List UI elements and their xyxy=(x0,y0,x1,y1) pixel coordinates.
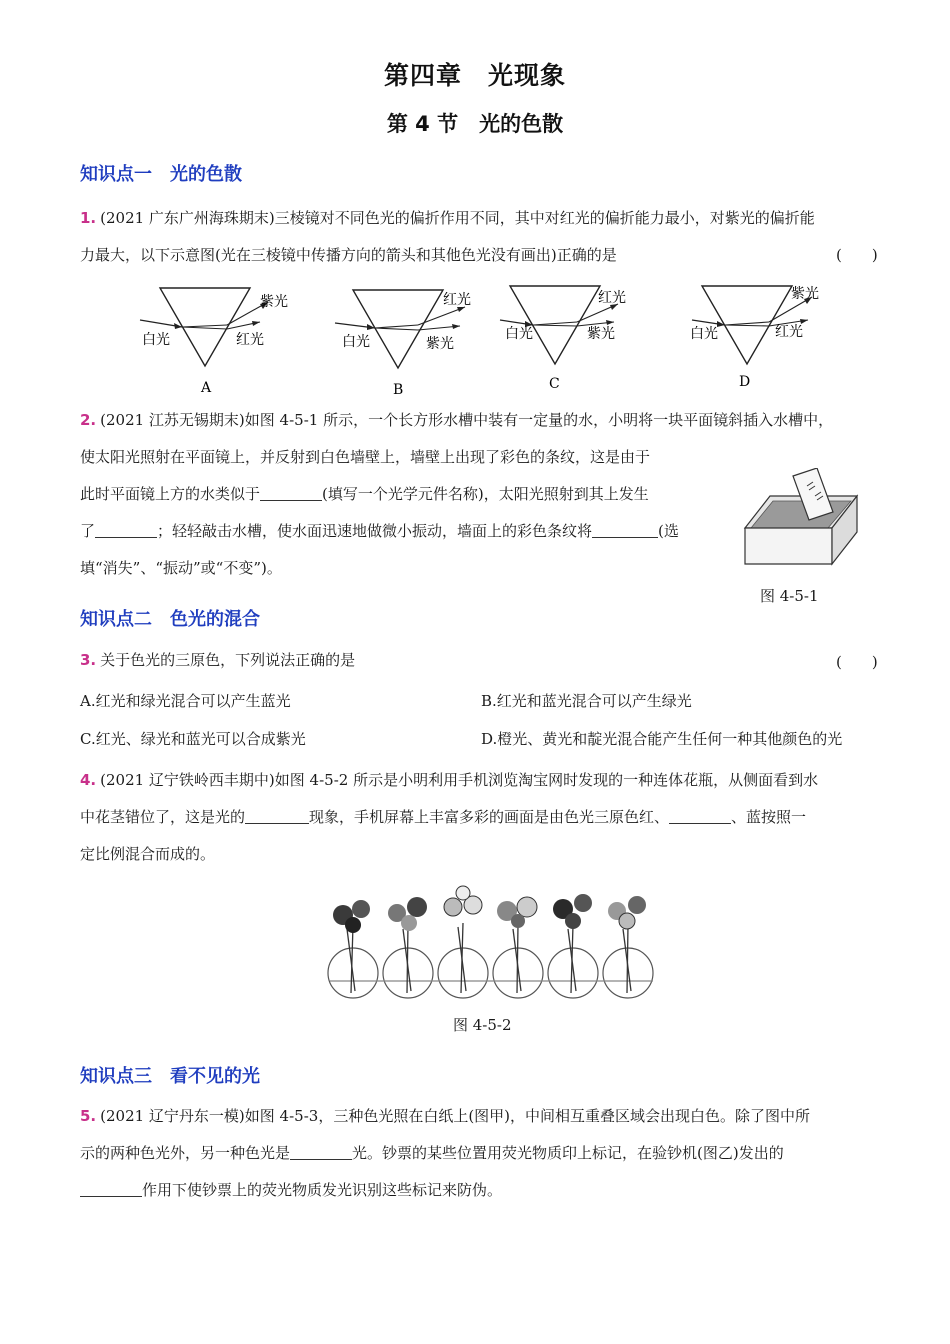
question-3-option-a[interactable]: A.红光和绿光混合可以产生蓝光 xyxy=(80,692,291,710)
figure-a-top-label: 紫光 xyxy=(260,294,288,310)
figure-c-top-label: 红光 xyxy=(598,290,626,306)
figure-4-5-1-label: 图 4-5-1 xyxy=(760,587,819,605)
knowledge-point-2-title: 知识点二 色光的混合 xyxy=(80,609,260,630)
question-5-text-2a: 示的两种色光外，另一种色光是 xyxy=(80,1144,291,1162)
question-5-line-3 xyxy=(80,1172,890,1209)
question-4-text-3: 定比例混合而成的。 xyxy=(80,845,216,863)
question-4-text-2b: 现象，手机屏幕上丰富多彩的画面是由色光三原色红、 xyxy=(309,808,670,826)
question-5-line-2 xyxy=(80,1135,890,1172)
question-2-text-2: 使太阳光照射在平面镜上，并反射到白色墙壁上，墙壁上出现了彩色的条纹，这是由于 xyxy=(80,448,651,466)
question-4-line-1 xyxy=(80,762,890,799)
question-2-text-1: (2021 江苏无锡期末)如图 4-5-1 所示，一个长方形水槽中装有一定量的水，小明将一块平面镜斜插入水槽中， xyxy=(100,411,834,429)
question-4-line-3 xyxy=(80,836,890,873)
question-4-text-1: (2021 辽宁铁岭西丰期中)如图 4-5-2 所示是小明利用手机浏览淘宝网时发现的一种连体花瓶，从侧面看到水 xyxy=(100,771,819,789)
question-5-line-1 xyxy=(80,1098,890,1135)
figure-c-bottom-label: 紫光 xyxy=(587,326,615,342)
question-5-number: 5. xyxy=(80,1107,97,1125)
flower-heads xyxy=(333,886,646,933)
vase-bulbs xyxy=(328,948,653,998)
question-4-line-2 xyxy=(80,799,890,836)
question-2-text-4b: ；轻轻敲击水槽，使水面迅速地做微小振动，墙面上的彩色条纹将 xyxy=(157,522,593,540)
question-5-text-3b: 作用下使钞票上的荧光物质发光识别这些标记来防伪。 xyxy=(142,1181,503,1199)
figure-a-bottom-label: 红光 xyxy=(236,332,264,348)
question-2-blank-1[interactable] xyxy=(260,485,322,501)
question-1-line-2 xyxy=(80,237,888,274)
question-5-text-2b: 光。钞票的某些位置用荧光物质印上标记，在验钞机(图乙)发出的 xyxy=(352,1144,784,1162)
prism-figure-c xyxy=(500,286,626,392)
question-4-text-2a: 中花茎错位了，这是光的 xyxy=(80,808,246,826)
question-3-number: 3. xyxy=(80,651,97,669)
figure-b-top-label: 红光 xyxy=(443,292,471,308)
question-4-blank-2[interactable] xyxy=(669,808,731,824)
question-2-text-5: 填“消失”、“振动”或“不变”)。 xyxy=(80,559,282,577)
question-3 xyxy=(80,642,888,679)
figure-a-label: A xyxy=(201,380,212,395)
question-5-text-1: (2021 辽宁丹东一模)如图 4-5-3，三种色光照在白纸上(图甲)，中间相互重叠区域会出现白色。除了图中所 xyxy=(100,1107,811,1125)
question-1-number: 1. xyxy=(80,209,97,227)
question-3-option-c[interactable]: C.红光、绿光和蓝光可以合成紫光 xyxy=(80,730,306,748)
question-2-text-3a: 此时平面镜上方的水类似于 xyxy=(80,485,261,503)
figure-c-in-label: 白光 xyxy=(505,326,533,342)
figure-c-label: C xyxy=(549,376,560,392)
question-1-answer-bracket: ( ) xyxy=(836,246,878,264)
question-3-option-d[interactable]: D.橙光、黄光和靛光混合能产生任何一种其他颜色的光 xyxy=(481,730,843,748)
question-4 xyxy=(80,762,890,873)
figure-d-bottom-label: 红光 xyxy=(775,324,803,340)
figure-b-label: B xyxy=(393,382,404,395)
question-3-text: 关于色光的三原色，下列说法正确的是 xyxy=(100,651,356,669)
prism-figures xyxy=(120,280,840,395)
connected-vase-figure xyxy=(325,885,670,1005)
question-1-line-1 xyxy=(80,200,888,237)
question-2-blank-3[interactable] xyxy=(592,522,658,538)
figure-b-bottom-label: 紫光 xyxy=(426,336,454,352)
question-5 xyxy=(80,1098,890,1209)
question-2-line-1 xyxy=(80,402,890,439)
section-title: 第 4 节 光的色散 xyxy=(386,112,564,136)
question-2-text-4a: 了 xyxy=(80,522,96,540)
question-1-text-1: (2021 广东广州海珠期末)三棱镜对不同色光的偏折作用不同，其中对红光的偏折能力最小，对紫光的偏折能 xyxy=(100,209,815,227)
question-4-blank-1[interactable] xyxy=(245,808,309,824)
figure-d-label: D xyxy=(739,374,751,390)
knowledge-point-1-title: 知识点一 光的色散 xyxy=(80,164,242,185)
figure-d-top-label: 紫光 xyxy=(791,286,819,302)
chapter-title: 第四章 光现象 xyxy=(383,61,566,90)
figure-d-in-label: 白光 xyxy=(690,326,718,342)
question-5-blank-1[interactable] xyxy=(290,1144,352,1160)
question-5-blank-2[interactable] xyxy=(80,1181,142,1197)
question-2-text-4c: (选 xyxy=(658,522,679,540)
prism-figure-b xyxy=(335,290,471,395)
question-2-number: 2. xyxy=(80,411,97,429)
question-1 xyxy=(80,200,888,274)
question-1-text-2: 力最大，以下示意图(光在三棱镜中传播方向的箭头和其他色光没有画出)正确的是 xyxy=(80,246,617,264)
water-tank-figure xyxy=(735,468,865,578)
question-2-blank-2[interactable] xyxy=(95,522,157,538)
question-4-text-2c: 、蓝按照一 xyxy=(731,808,807,826)
flower-stems xyxy=(347,923,631,993)
knowledge-point-3-title: 知识点三 看不见的光 xyxy=(80,1066,260,1087)
question-3-stem xyxy=(80,642,888,679)
question-4-number: 4. xyxy=(80,771,97,789)
prism-figure-d xyxy=(690,285,819,390)
figure-a-in-label: 白光 xyxy=(142,332,170,348)
figure-b-in-label: 白光 xyxy=(342,334,370,350)
question-2-text-3b: (填写一个光学元件名称)，太阳光照射到其上发生 xyxy=(322,485,649,503)
figure-4-5-2-label: 图 4-5-2 xyxy=(453,1016,512,1034)
question-3-option-b[interactable]: B.红光和蓝光混合可以产生绿光 xyxy=(481,692,692,710)
question-3-answer-bracket: ( ) xyxy=(836,653,878,671)
prism-figure-a xyxy=(140,288,288,395)
